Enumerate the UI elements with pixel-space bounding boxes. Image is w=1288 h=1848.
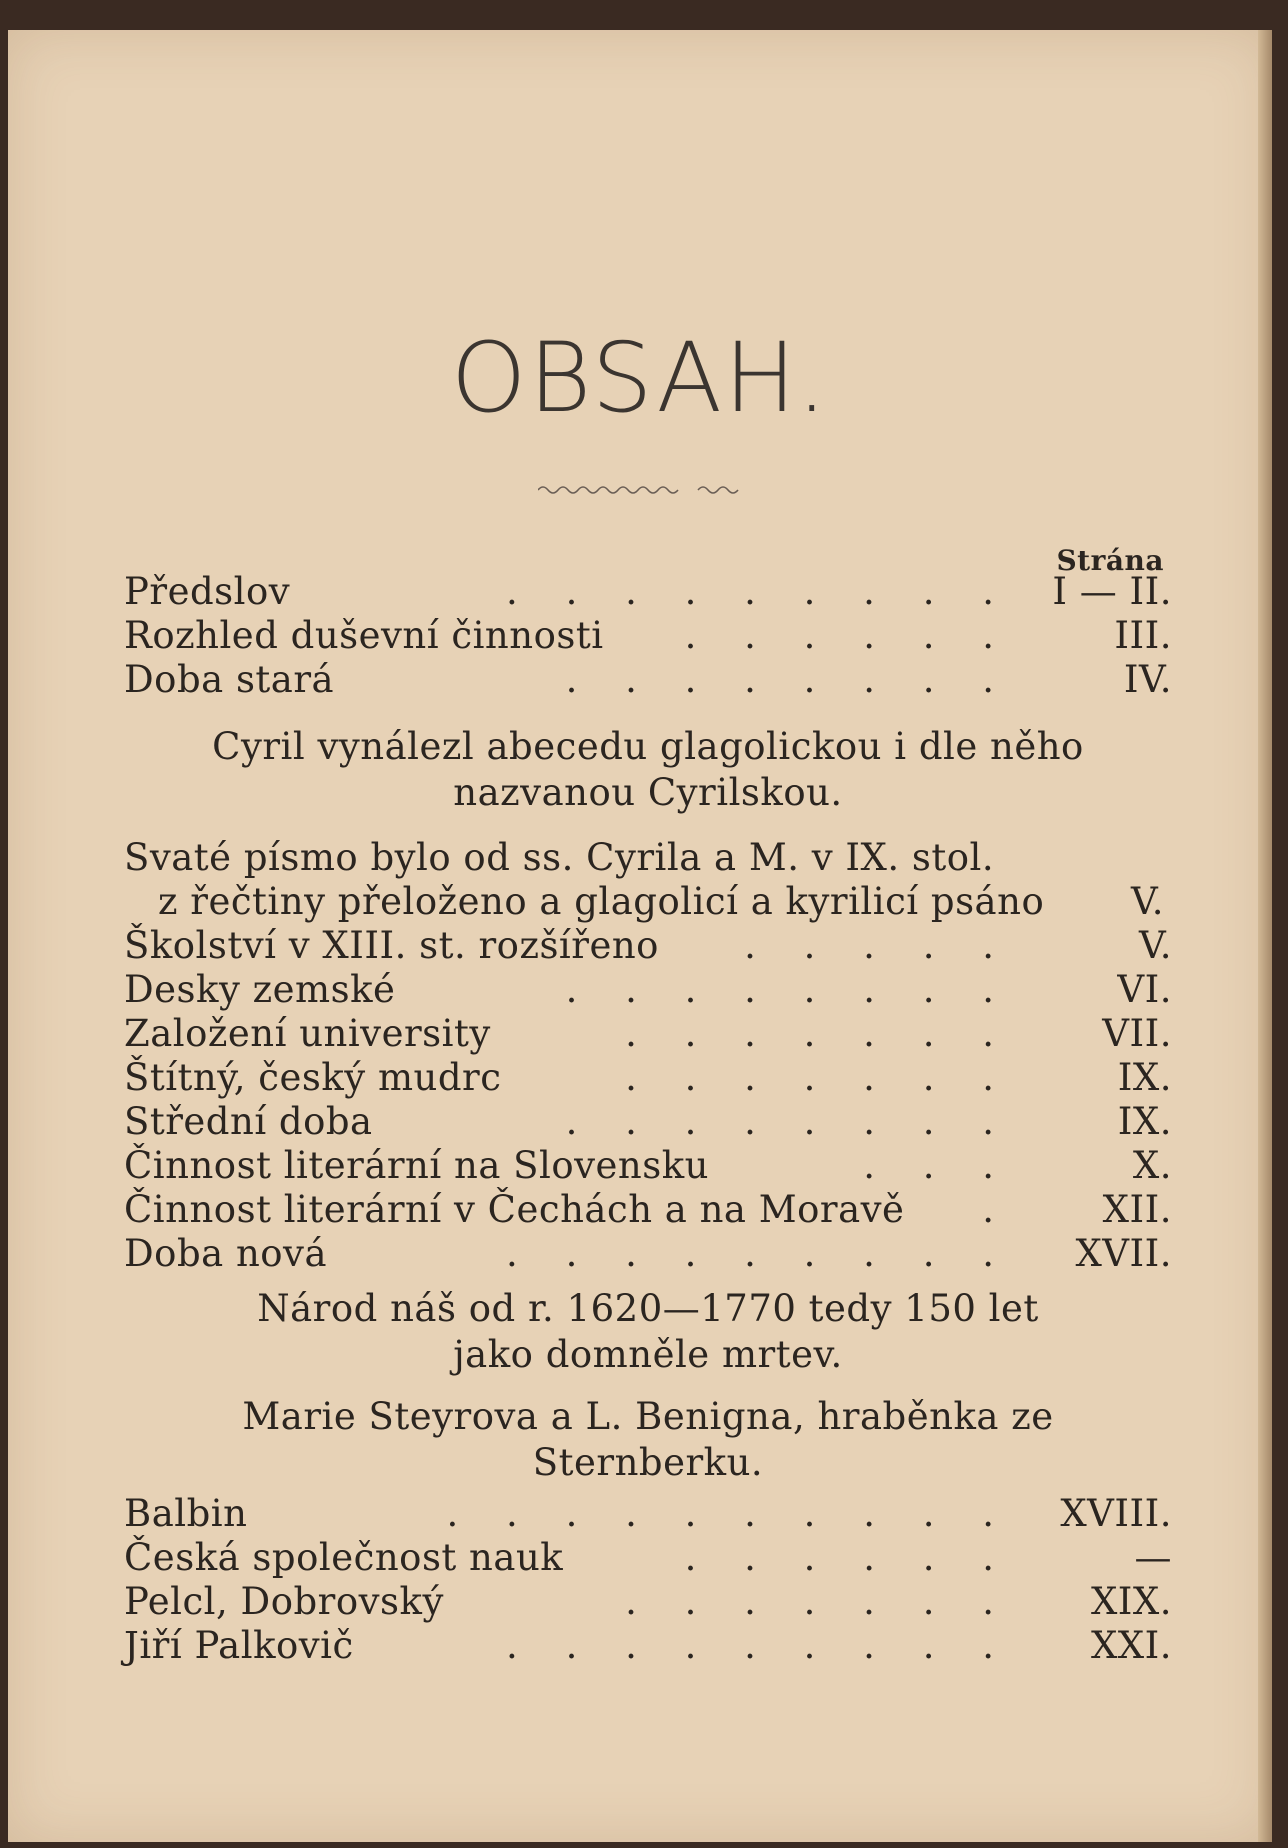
toc-entry-page: XVIII. bbox=[1060, 1492, 1172, 1535]
page-title: OBSAH. bbox=[450, 322, 830, 434]
toc-entry-leader: . . . . . . . . . bbox=[506, 1232, 1012, 1275]
toc-entry-leader: . . . . . . . . . . bbox=[446, 1492, 1012, 1535]
toc-entry bbox=[124, 1536, 1172, 1580]
toc-entry-page: XVII. bbox=[1075, 1232, 1172, 1275]
toc-entry-label: Střední doba bbox=[124, 1100, 373, 1143]
toc-entry-label: Česká společnost nauk bbox=[124, 1536, 564, 1579]
column-header-strana: Strána bbox=[1056, 544, 1164, 577]
toc-entry bbox=[124, 658, 1172, 702]
toc-entry-label: Založení university bbox=[124, 1012, 491, 1055]
toc-entry-label: Jiří Palkovič bbox=[124, 1624, 354, 1667]
toc-entry bbox=[124, 1624, 1172, 1668]
toc-entry-label: Balbin bbox=[124, 1492, 248, 1535]
toc-entry-leader: . . . . . . . bbox=[625, 1056, 1012, 1099]
toc-entry-page: XII. bbox=[1102, 1188, 1172, 1231]
toc-note-narod bbox=[124, 1286, 1172, 1378]
toc-entry-page: I — II. bbox=[1052, 570, 1172, 613]
toc-note-cyril bbox=[124, 724, 1172, 816]
toc-entry-leader: . . . . . . . . . bbox=[506, 1624, 1012, 1667]
toc-note-line: Cyril vynálezl abecedu glagolickou i dle něho bbox=[212, 725, 1084, 768]
toc-entry-page: XXI. bbox=[1090, 1624, 1172, 1667]
toc-entry-page: — bbox=[1134, 1536, 1172, 1579]
toc-entry-leader: . . . . . . bbox=[684, 614, 1012, 657]
toc-entry-page: III. bbox=[1114, 614, 1172, 657]
toc-entry bbox=[124, 1492, 1172, 1536]
toc-note-line: Sternberku. bbox=[532, 1441, 764, 1484]
toc-note-pismo-line2: z řečtiny přeloženo a glagolicí a kyrilicí psáno bbox=[158, 880, 1045, 923]
toc-entry bbox=[124, 924, 1172, 968]
toc-entry-label: Desky zemské bbox=[124, 968, 396, 1011]
toc-entry bbox=[124, 570, 1172, 614]
toc-entry-leader: . . . . . . . . bbox=[565, 968, 1012, 1011]
toc-entry-page: V. bbox=[1138, 924, 1172, 967]
toc-entry-label: Předslov bbox=[124, 570, 291, 613]
toc-entry-label: Školství v XIII. st. rozšířeno bbox=[124, 924, 659, 967]
toc-entry bbox=[124, 968, 1172, 1012]
toc-note-line: Marie Steyrova a L. Benigna, hraběnka ze bbox=[242, 1395, 1054, 1438]
toc-entry-label: Štítný, český mudrc bbox=[124, 1056, 502, 1099]
toc-entry-label: Doba nová bbox=[124, 1232, 328, 1275]
toc-entry-leader: . . . . . . . . bbox=[565, 1100, 1012, 1143]
toc-note-line: nazvanou Cyrilskou. bbox=[453, 771, 843, 814]
toc-entry-page: IX. bbox=[1117, 1100, 1172, 1143]
toc-entry-page: VII. bbox=[1102, 1012, 1172, 1055]
toc-entry-leader: . . . . . bbox=[744, 924, 1012, 967]
toc-entry-leader: . . . bbox=[863, 1144, 1012, 1187]
toc-entry-leader: . . . . . . . bbox=[625, 1012, 1012, 1055]
toc-note-line: jako domněle mrtev. bbox=[453, 1333, 843, 1376]
toc-entry bbox=[124, 1232, 1172, 1276]
toc-entry bbox=[124, 1012, 1172, 1056]
wavy-ornament bbox=[538, 482, 758, 498]
toc-entry bbox=[124, 1188, 1172, 1232]
toc-entry-page: X. bbox=[1132, 1144, 1172, 1187]
toc-entry-page: IX. bbox=[1117, 1056, 1172, 1099]
toc-entry-leader: . . . . . . . . . bbox=[506, 570, 1012, 613]
toc-entry-page: XIX. bbox=[1090, 1580, 1172, 1623]
toc-entry-page: VI. bbox=[1117, 968, 1172, 1011]
toc-note-line: Národ náš od r. 1620—1770 tedy 150 let bbox=[257, 1287, 1039, 1330]
toc-entry-page: IV. bbox=[1123, 658, 1172, 701]
toc-entry bbox=[124, 1144, 1172, 1188]
toc-note-marie bbox=[124, 1394, 1172, 1486]
toc-entry bbox=[124, 1580, 1172, 1624]
toc-entry bbox=[124, 614, 1172, 658]
toc-entry-leader: . bbox=[982, 1188, 1012, 1231]
toc-entry-leader: . . . . . . . . bbox=[565, 658, 1012, 701]
book-page bbox=[8, 30, 1272, 1842]
toc-entry bbox=[124, 1056, 1172, 1100]
toc-entry bbox=[124, 1100, 1172, 1144]
toc-entry-label: Činnost literární na Slovensku bbox=[124, 1144, 709, 1187]
toc-entry-leader: . . . . . . . bbox=[625, 1580, 1012, 1623]
toc-entry-label: Činnost literární v Čechách a na Moravě bbox=[124, 1188, 905, 1231]
toc-entry-label: Pelcl, Dobrovský bbox=[124, 1580, 444, 1623]
page-edge bbox=[1258, 30, 1272, 1842]
toc-entry-label: Rozhled duševní činnosti bbox=[124, 614, 604, 657]
toc-entry-label: Doba stará bbox=[124, 658, 335, 701]
toc-entry-leader: . . . . . . bbox=[684, 1536, 1012, 1579]
toc-note-pismo-page: V. bbox=[1130, 880, 1164, 923]
toc-note-pismo-line1: Svaté písmo bylo od ss. Cyrila a M. v IX. stol. bbox=[124, 836, 995, 879]
